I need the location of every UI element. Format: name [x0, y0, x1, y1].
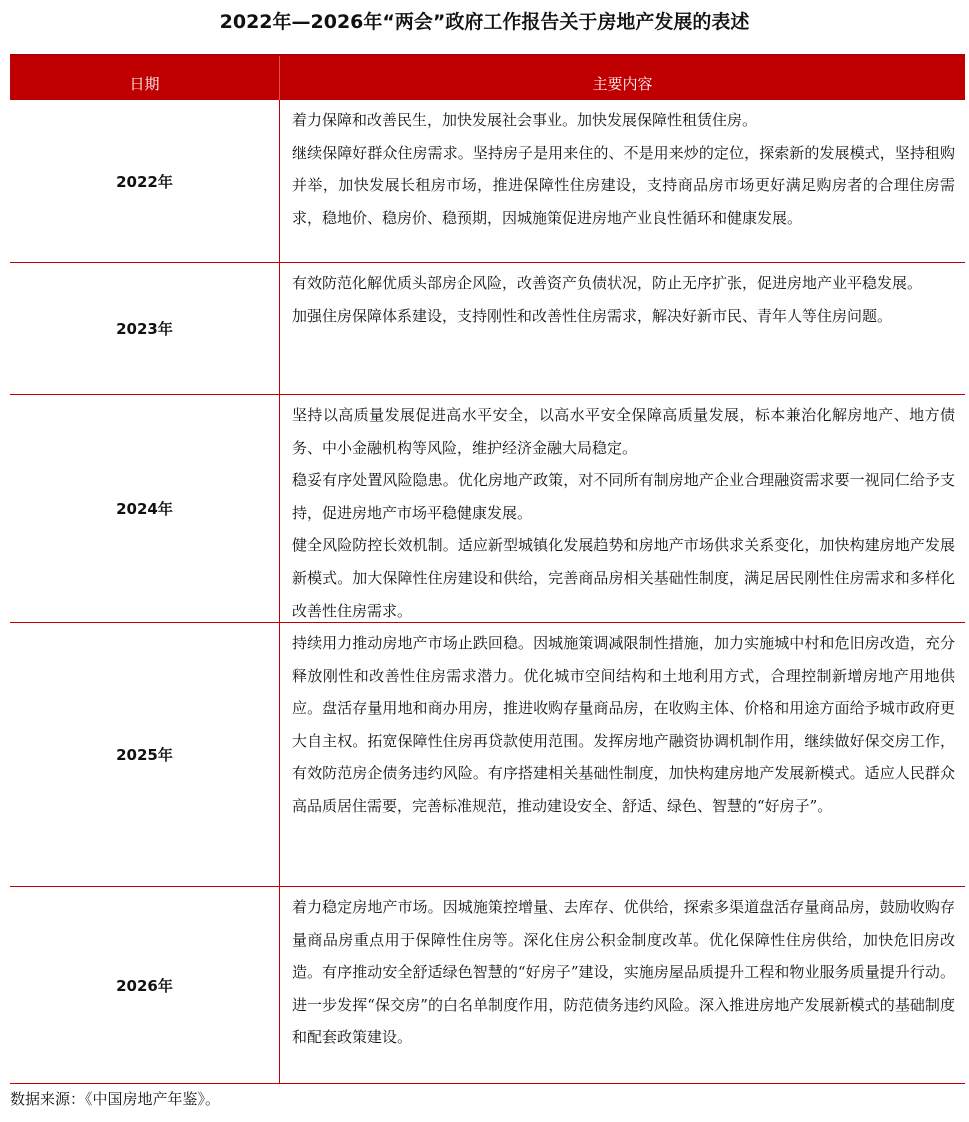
- row-year: 2024年: [10, 395, 280, 622]
- data-source-note: 数据来源：《中国房地产年鉴》。: [10, 1090, 221, 1108]
- row-content: [280, 887, 965, 1083]
- paragraph: 加强住房保障体系建设，支持刚性和改善性住房需求，解决好新市民、青年人等住房问题。: [292, 306, 893, 325]
- header-content: 主要内容: [592, 74, 653, 93]
- page-title: 2022年—2026年“两会”政府工作报告关于房地产发展的表述: [219, 11, 750, 33]
- paragraph: 继续保障好群众住房需求。坚持房子是用来住的、不是用来炒的定位，探索新的发展模式，坚持租购并举，加快发展长租房市场，推进保障性住房建设，支持商品房市场更好满足购房者的合理住房需求，稳地价、稳房价、稳预期，因城施策促进房地产业良性循环和健康发展。: [292, 143, 955, 227]
- table-header: [10, 56, 965, 100]
- paragraph: 着力保障和改善民生，加快发展社会事业。加快发展保障性租赁住房。: [292, 111, 758, 129]
- paragraph: 持续用力推动房地产市场止跌回稳。因城施策调减限制性措施，加力实施城中村和危旧房改造，充分释放刚性和改善性住房需求潜力。优化城市空间结构和土地利用方式，合理控制新增房地产用地供应。盘活存量用地和商办用房，推进收购存量商品房，在收购主体、价格和用途方面给予城市政府更大自主权。拓宽保障性住房再贷款使用范围。发挥房地产融资协调机制作用，继续做好保交房工作，有效防范房企债务违约风险。有序搭建相关基础性制度，加快构建房地产发展新模式。适应人民群众高品质居住需要，完善标准规范，推动建设安全、舒适、绿色、智慧的“好房子”。: [292, 634, 955, 815]
- row-content: [280, 263, 965, 394]
- table-row: [10, 263, 965, 395]
- paragraph: 健全风险防控长效机制。适应新型城镇化发展趋势和房地产市场供求关系变化，加快构建房地产发展新模式。加大保障性住房建设和供给，完善商品房相关基础性制度，满足居民刚性住房需求和多样化改善性住房需求。: [292, 536, 955, 620]
- row-year: 2022年: [10, 100, 280, 262]
- row-content: [280, 395, 965, 622]
- table-row: [10, 100, 965, 263]
- row-year: 2023年: [10, 263, 280, 394]
- table-row: [10, 887, 965, 1084]
- row-content: [280, 100, 965, 262]
- paragraph: 稳妥有序处置风险隐患。优化房地产政策，对不同所有制房地产企业合理融资需求要一视同仁给予支持，促进房地产市场平稳健康发展。: [292, 471, 955, 522]
- paragraph: 坚持以高质量发展促进高水平安全，以高水平安全保障高质量发展，标本兼治化解房地产、地方债务、中小金融机构等风险，维护经济金融大局稳定。: [292, 406, 955, 457]
- paragraph: 有效防范化解优质头部房企风险，改善资产负债状况，防止无序扩张，促进房地产业平稳发展。: [292, 274, 923, 292]
- header-date: 日期: [10, 56, 280, 100]
- table-row: [10, 623, 965, 887]
- row-year: 2026年: [10, 887, 280, 1083]
- row-year: 2025年: [10, 623, 280, 886]
- row-content: [280, 623, 965, 886]
- paragraph: 着力稳定房地产市场。因城施策控增量、去库存、优供给，探索多渠道盘活存量商品房，鼓励收购存量商品房重点用于保障性住房等。深化住房公积金制度改革。优化保障性住房供给，加快危旧房改造。有序推动安全舒适绿色智慧的“好房子”建设，实施房屋品质提升工程和物业服务质量提升行动。进一步发挥“保交房”的白名单制度作用，防范债务违约风险。深入推进房地产发展新模式的基础制度和配套政策建设。: [292, 898, 955, 1047]
- policy-table: [10, 54, 965, 1084]
- table-row: [10, 395, 965, 623]
